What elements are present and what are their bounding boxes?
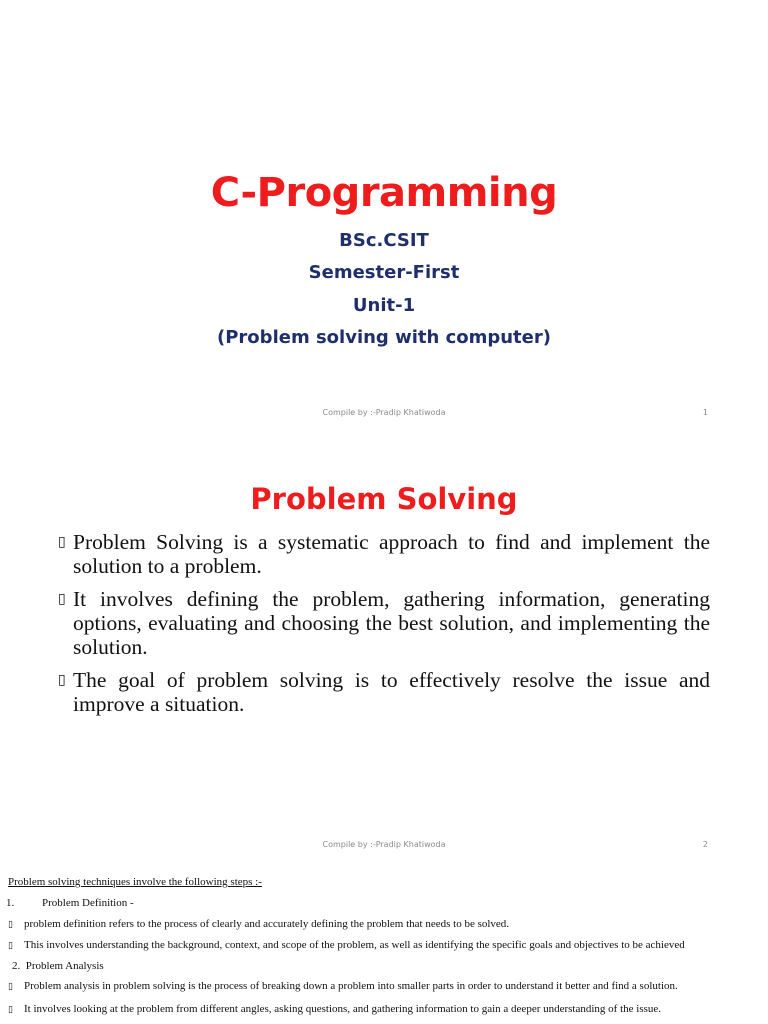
step-point (8, 939, 758, 951)
title-slide (0, 0, 768, 432)
step-title (6, 897, 756, 909)
page-number: 2 (702, 840, 708, 849)
bullet-icon: ▯ (58, 591, 66, 607)
point-text: This involves understanding the background, context, and scope of the problem, as well as identifying the specific goals and objectives to be achieved (24, 939, 685, 951)
steps-slide (0, 864, 768, 1024)
course-label: BSc.CSIT (339, 230, 429, 251)
unit-label: Unit-1 (352, 295, 416, 316)
semester-label: Semester-First (308, 262, 460, 283)
bullet-icon: ▯ (58, 672, 66, 688)
bullet-icon: ▯ (8, 941, 13, 951)
step-point (8, 1003, 758, 1015)
bullet-item (58, 587, 710, 659)
step-number: 2. (12, 960, 21, 972)
bullet-list (58, 530, 710, 725)
point-text: It involves looking at the problem from different angles, asking questions, and gathering information to gain a deeper understanding of the issue. (24, 1003, 662, 1015)
step-number: 1. (6, 897, 15, 909)
bullet-text: It involves defining the problem, gathering information, generating options, evaluating and choosing the best solution, and implementing the solution. (73, 587, 710, 659)
bullet-icon: ▯ (8, 982, 13, 992)
unit-topic: (Problem solving with computer) (217, 327, 551, 348)
bullet-item (58, 668, 710, 716)
bullet-text: The goal of problem solving is to effectively resolve the issue and improve a situation. (73, 668, 710, 716)
bullet-text: Problem Solving is a systematic approach to find and implement the solution to a problem. (73, 530, 710, 578)
slide-footer: Compile by :-Pradip Khatiwoda (322, 408, 446, 417)
step-label: Problem Analysis (25, 960, 104, 972)
bullet-icon: ▯ (58, 534, 66, 550)
step-title (12, 960, 762, 972)
bullet-icon: ▯ (8, 1005, 13, 1015)
slide-title: Problem Solving (250, 482, 518, 516)
step-point (8, 980, 758, 992)
point-text: problem definition refers to the process of clearly and accurately defining the problem that needs to be solved. (24, 918, 510, 930)
problem-solving-slide (0, 432, 768, 864)
slide-title: C-Programming (210, 170, 558, 216)
step-label: Problem Definition - (42, 897, 134, 909)
bullet-item (58, 530, 710, 578)
steps-heading: Problem solving techniques involve the following steps :- (8, 876, 262, 888)
point-text: Problem analysis in problem solving is the process of breaking down a problem into smaller parts in order to understand it better and find a solution. (24, 980, 678, 992)
bullet-icon: ▯ (8, 920, 13, 930)
page-number: 1 (702, 408, 708, 417)
slide-footer: Compile by :-Pradip Khatiwoda (322, 840, 446, 849)
step-point (8, 918, 758, 930)
